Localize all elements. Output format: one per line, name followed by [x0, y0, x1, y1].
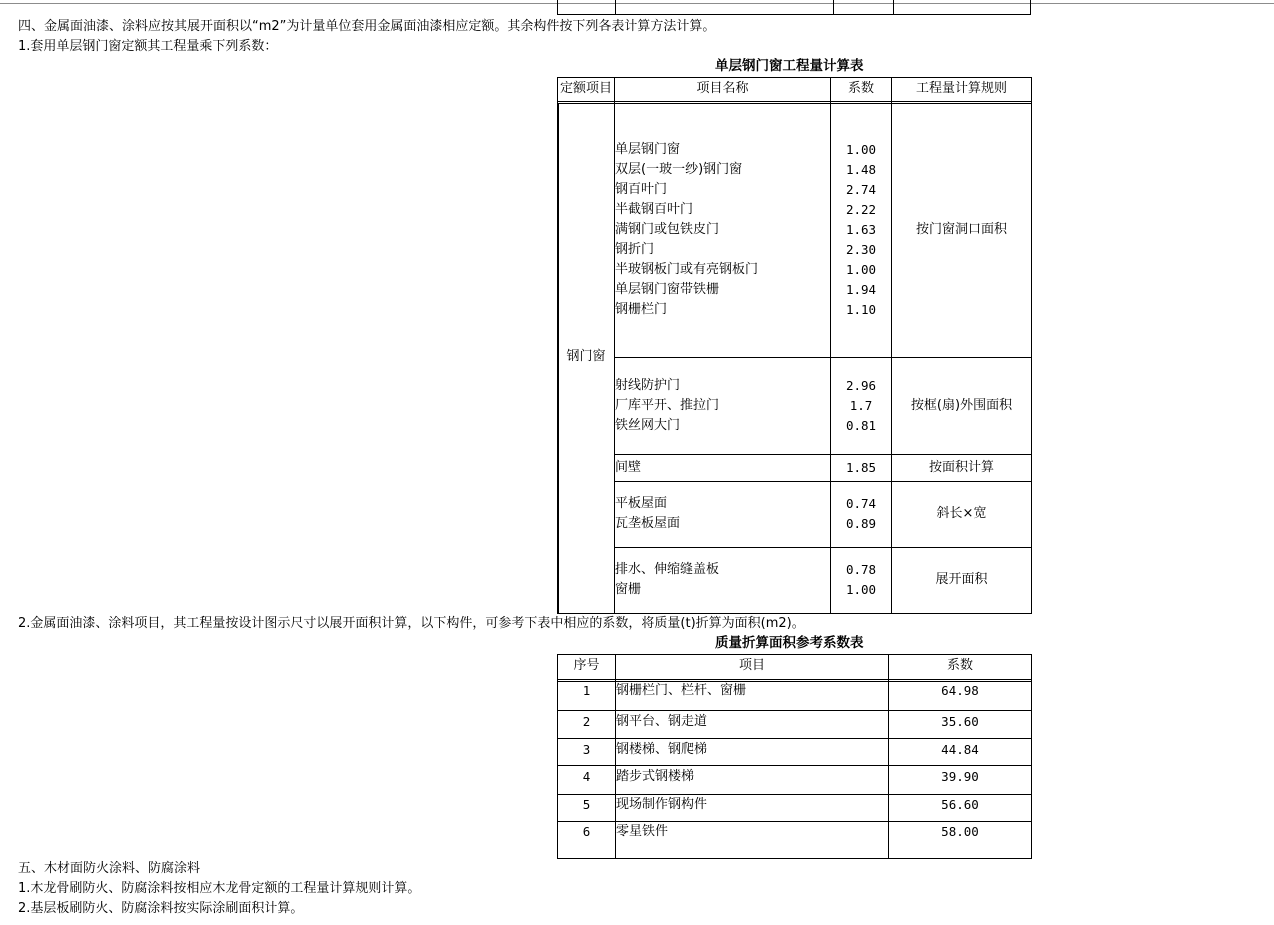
item-coefficient: 1.85 — [845, 460, 877, 475]
row-item: 踏步式钢楼梯 — [616, 769, 695, 784]
item-coefficient: 2.96 — [845, 378, 877, 393]
row-item: 钢栅栏门、栏杆、窗栅 — [616, 683, 747, 698]
item-name: 铁丝网大门 — [615, 418, 681, 433]
item-name: 钢折门 — [615, 242, 655, 257]
item-coefficient: 1.10 — [845, 302, 877, 317]
item-name: 钢百叶门 — [615, 182, 668, 197]
top-divider — [0, 3, 1274, 4]
row-coefficient: 39.90 — [941, 769, 979, 784]
section4-item1: 1.套用单层钢门窗定额其工程量乘下列系数： — [18, 39, 278, 54]
row-item: 钢平台、钢走道 — [616, 714, 708, 729]
item-name: 单层钢门窗带铁栅 — [615, 282, 720, 297]
item-coefficient: 2.22 — [845, 202, 877, 217]
row-coefficient: 44.84 — [941, 742, 979, 757]
header-item: 项目 — [738, 658, 765, 673]
section5-heading: 五、木材面防火涂料、防腐涂料 — [18, 861, 201, 876]
mass-to-area-table — [557, 654, 1032, 859]
row-coefficient: 64.98 — [941, 683, 979, 698]
header-coefficient: 系数 — [946, 658, 973, 673]
item-coefficient: 1.00 — [845, 582, 877, 597]
row-no: 6 — [582, 824, 591, 839]
calc-rule: 按门窗洞口面积 — [915, 222, 1007, 237]
item-coefficient: 1.00 — [845, 262, 877, 277]
item-coefficient: 1.63 — [845, 222, 877, 237]
row-coefficient: 35.60 — [941, 714, 979, 729]
item-name: 单层钢门窗 — [615, 142, 681, 157]
calc-rule: 斜长×宽 — [936, 506, 987, 521]
item-coefficient: 0.74 — [845, 496, 877, 511]
item-coefficient: 1.48 — [845, 162, 877, 177]
row-no: 4 — [582, 769, 591, 784]
calc-rule: 按框(扇)外围面积 — [910, 398, 1013, 413]
item-name: 瓦垄板屋面 — [615, 516, 681, 531]
item-name: 满钢门或包铁皮门 — [615, 222, 720, 237]
row-item: 现场制作钢构件 — [616, 797, 708, 812]
calc-rule: 展开面积 — [935, 572, 988, 587]
header-coefficient: 系数 — [847, 81, 874, 96]
row-no: 1 — [582, 683, 591, 698]
row-coefficient: 58.00 — [941, 824, 979, 839]
item-coefficient: 1.94 — [845, 282, 877, 297]
item-name: 半截钢百叶门 — [615, 202, 694, 217]
row-no: 5 — [582, 797, 591, 812]
item-coefficient: 1.00 — [845, 142, 877, 157]
header-quota-item: 定额项目 — [559, 81, 612, 96]
steel-window-table — [557, 77, 1032, 614]
item-name: 平板屋面 — [615, 496, 668, 511]
item-coefficient: 1.7 — [849, 398, 873, 413]
item-name: 半玻钢板门或有亮钢板门 — [615, 262, 759, 277]
table2-title: 质量折算面积参考系数表 — [715, 635, 864, 651]
item-coefficient: 2.30 — [845, 242, 877, 257]
header-item-name: 项目名称 — [696, 81, 749, 96]
item-name: 射线防护门 — [615, 378, 681, 393]
item-coefficient: 0.89 — [845, 516, 877, 531]
calc-rule: 按面积计算 — [928, 460, 994, 475]
item-name: 钢栅栏门 — [615, 302, 668, 317]
section5-item2: 2.基层板刷防火、防腐涂料按实际涂刷面积计算。 — [18, 901, 304, 916]
category-steel-door-window: 钢门窗 — [566, 349, 606, 364]
row-item: 零星铁件 — [616, 824, 669, 839]
header-calc-rule: 工程量计算规则 — [915, 81, 1007, 96]
item-coefficient: 0.81 — [845, 418, 877, 433]
row-coefficient: 56.60 — [941, 797, 979, 812]
item-name: 间壁 — [615, 460, 642, 475]
item-name: 厂库平开、推拉门 — [615, 398, 720, 413]
row-item: 钢楼梯、钢爬梯 — [616, 742, 708, 757]
item-name: 双层(一玻一纱)钢门窗 — [615, 162, 743, 177]
item-name: 窗栅 — [615, 582, 642, 597]
item-coefficient: 2.74 — [845, 182, 877, 197]
item2-text: 2.金属面油漆、涂料项目，其工程量按设计图示尺寸以展开面积计算，以下构件，可参考下表中相应的系数，将质量(t)折算为面积(m2)。 — [18, 616, 805, 631]
row-no: 2 — [582, 714, 591, 729]
item-name: 排水、伸缩缝盖板 — [615, 562, 720, 577]
row-no: 3 — [582, 742, 591, 757]
table1-title: 单层钢门窗工程量计算表 — [715, 58, 864, 74]
section4-heading: 四、金属面油漆、涂料应按其展开面积以“m2”为计量单位套用金属面油漆相应定额。其余构件按下列各表计算方法计算。 — [18, 19, 716, 34]
item-coefficient: 0.78 — [845, 562, 877, 577]
header-serial-no: 序号 — [573, 658, 600, 673]
section5-item1: 1.木龙骨刷防火、防腐涂料按相应木龙骨定额的工程量计算规则计算。 — [18, 881, 421, 896]
